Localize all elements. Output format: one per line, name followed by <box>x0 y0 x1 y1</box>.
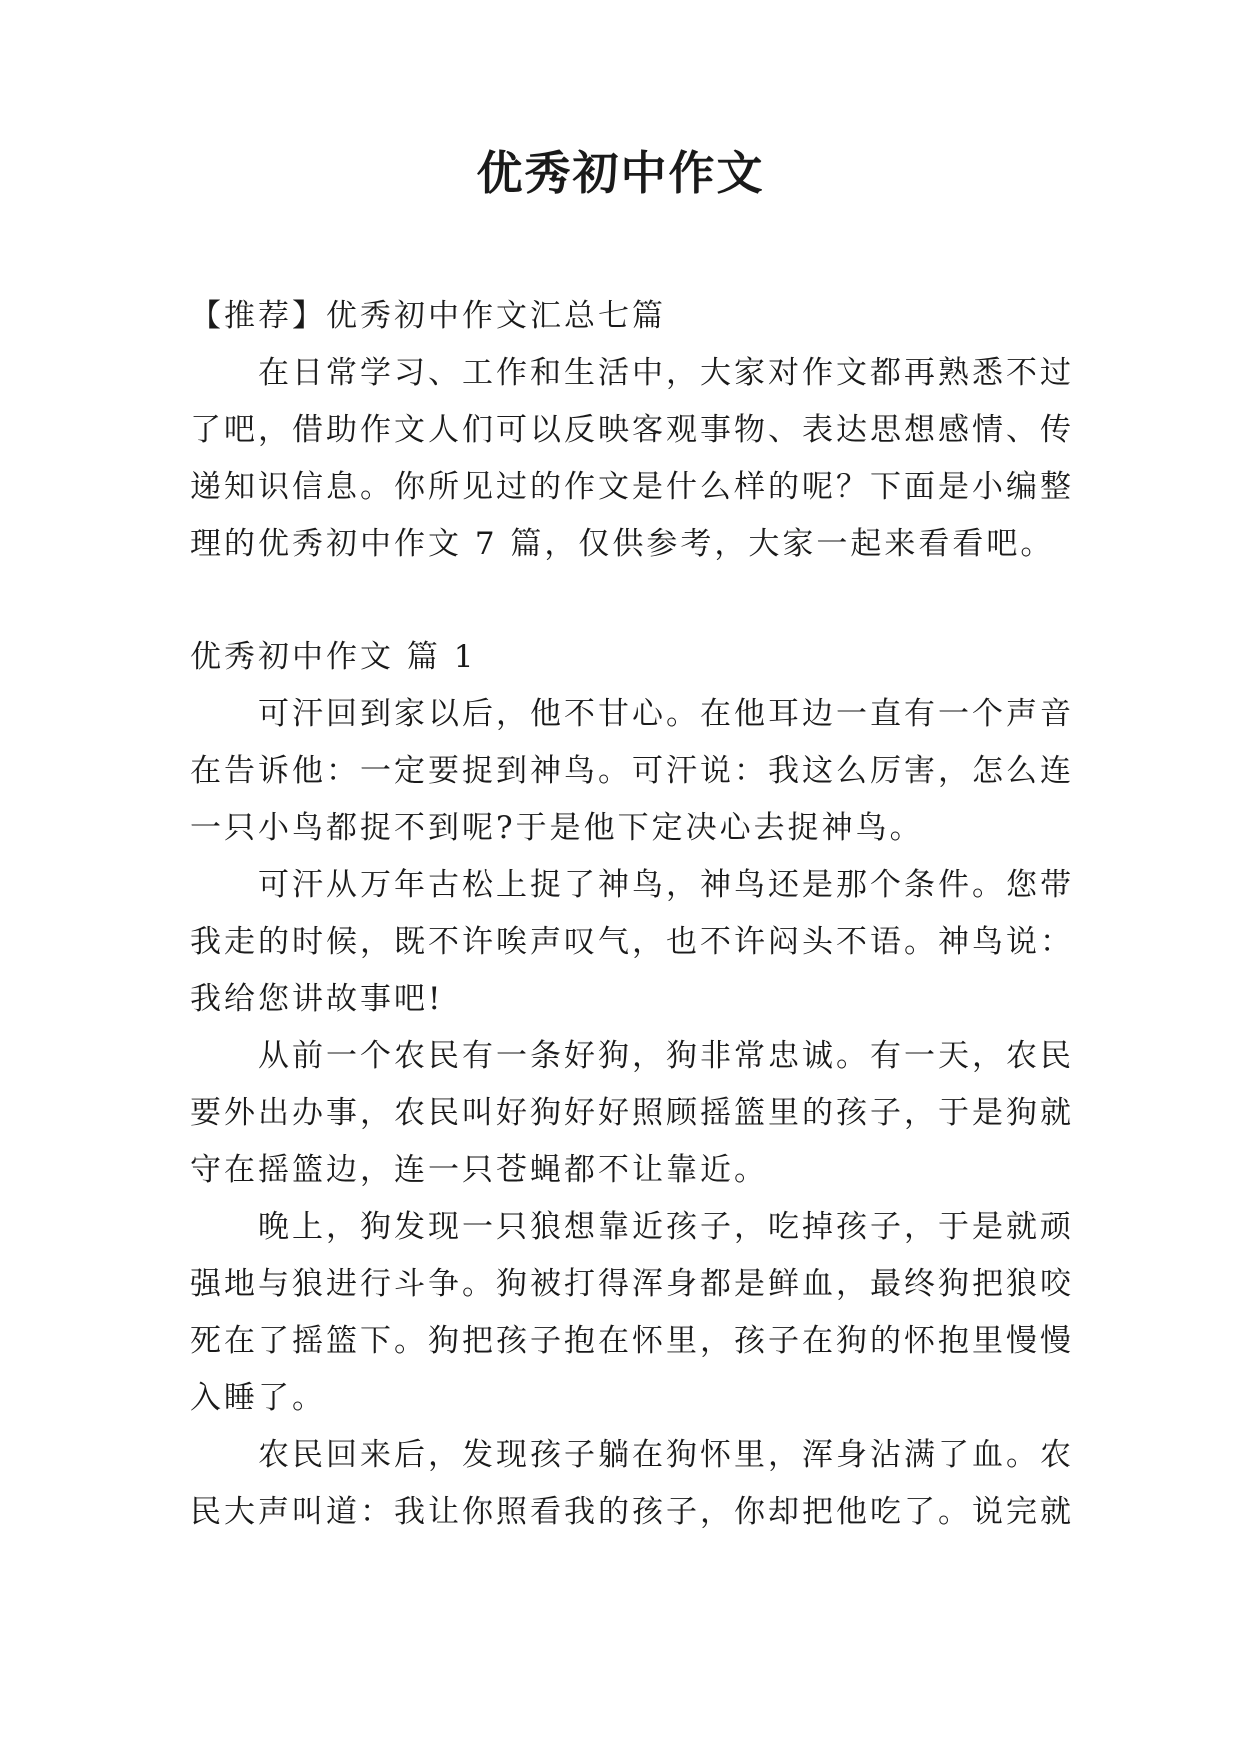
paragraph-line: 可汗回到家以后，他不甘心。在他耳边一直有一个声音 <box>258 696 1074 732</box>
paragraph-line: 农民回来后，发现孩子躺在狗怀里，浑身沾满了血。农 <box>258 1437 1074 1473</box>
paragraph-line: 我走的时候，既不许唉声叹气，也不许闷头不语。神鸟说： <box>190 924 1074 960</box>
intro-line: 了吧，借助作文人们可以反映客观事物、表达思想感情、传 <box>190 412 1074 448</box>
paragraph-line: 从前一个农民有一条好狗，狗非常忠诚。有一天，农民 <box>258 1038 1074 1074</box>
intro-line: 递知识信息。你所见过的作文是什么样的呢？下面是小编整 <box>190 469 1074 505</box>
intro-line: 在日常学习、工作和生活中，大家对作文都再熟悉不过 <box>258 355 1074 391</box>
paragraph-line: 要外出办事，农民叫好狗好好照顾摇篮里的孩子，于是狗就 <box>190 1095 1074 1131</box>
paragraph-line: 我给您讲故事吧! <box>190 981 444 1017</box>
paragraph-line: 死在了摇篮下。狗把孩子抱在怀里，孩子在狗的怀抱里慢慢 <box>190 1323 1074 1359</box>
paragraph-line: 民大声叫道：我让你照看我的孩子，你却把他吃了。说完就 <box>190 1494 1074 1530</box>
paragraph-line: 一只小鸟都捉不到呢?于是他下定决心去捉神鸟。 <box>190 810 924 846</box>
subtitle: 【推荐】优秀初中作文汇总七篇 <box>190 298 666 334</box>
paragraph-line: 入睡了。 <box>190 1380 326 1416</box>
document-body <box>190 288 1074 1541</box>
section-heading: 优秀初中作文 篇 1 <box>190 639 477 675</box>
paragraph-line: 可汗从万年古松上捉了神鸟，神鸟还是那个条件。您带 <box>258 867 1074 903</box>
document-title: 优秀初中作文 <box>476 146 765 200</box>
paragraph-line: 守在摇篮边，连一只苍蝇都不让靠近。 <box>190 1152 768 1188</box>
spacer <box>190 573 1062 629</box>
intro-line: 理的优秀初中作文 7 篇，仅供参考，大家一起来看看吧。 <box>190 526 1055 562</box>
paragraph-line: 在告诉他：一定要捉到神鸟。可汗说：我这么厉害，怎么连 <box>190 753 1074 789</box>
paragraph-line: 强地与狼进行斗争。狗被打得浑身都是鲜血，最终狗把狼咬 <box>190 1266 1074 1302</box>
paragraph-line: 晚上，狗发现一只狼想靠近孩子，吃掉孩子，于是就顽 <box>258 1209 1074 1245</box>
